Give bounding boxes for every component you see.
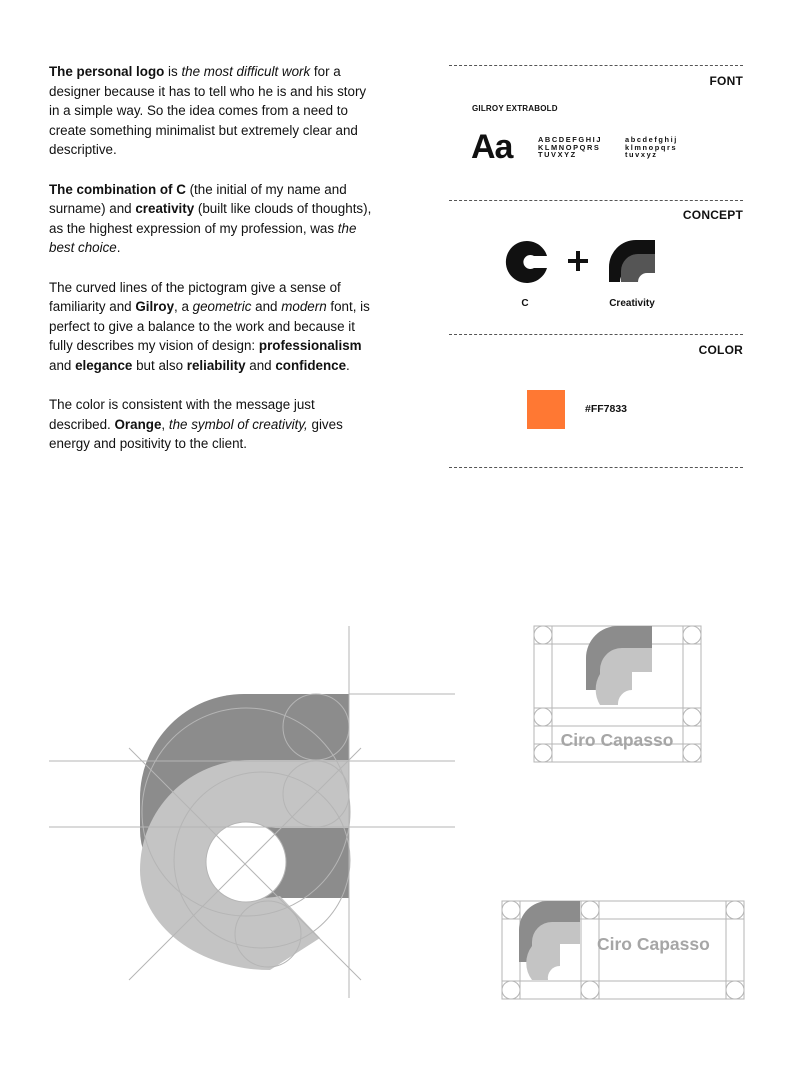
font-specimen: Aa bbox=[471, 128, 513, 166]
text-run: confidence bbox=[275, 357, 347, 373]
text-run: The curved lines of the pictogram give a sense of familiarity and bbox=[49, 279, 341, 315]
text-run: geometric bbox=[192, 299, 252, 315]
text-run: font, is perfect to give a balance to the work and because it fully describes my vision of design: bbox=[49, 299, 370, 354]
section-title-concept: CONCEPT bbox=[682, 208, 743, 222]
text-run: . bbox=[116, 240, 121, 256]
text-run: (built like clouds of thoughts), as the highest expression of my profession, was bbox=[49, 201, 372, 236]
section-title-font: FONT bbox=[709, 74, 743, 88]
horizontal-lockup-pictogram bbox=[519, 901, 580, 980]
text-run: . bbox=[346, 357, 350, 373]
text-run: and bbox=[245, 357, 276, 373]
text-run: and bbox=[49, 357, 76, 373]
text-run: The color is consistent with the message just described. bbox=[49, 397, 315, 432]
lowercase-line: klmnopqrs bbox=[625, 142, 678, 152]
lowercase-line: tuvxyz bbox=[625, 150, 658, 160]
text-run: Gilroy bbox=[135, 299, 175, 315]
section-title-color: COLOR bbox=[698, 343, 743, 357]
concept-label-c: C bbox=[521, 298, 529, 309]
text-run: The personal logo bbox=[49, 64, 165, 79]
text-run: modern bbox=[281, 299, 327, 315]
text-run: (the initial of my name and surname) and bbox=[49, 181, 347, 217]
horizontal-lockup-wordmark: Ciro Capasso bbox=[597, 934, 710, 954]
text-run: , bbox=[161, 416, 169, 432]
color-hex-label: #FF7833 bbox=[585, 403, 628, 415]
text-run: Orange bbox=[114, 416, 162, 432]
uppercase-line: TUVXYZ bbox=[538, 150, 577, 160]
text-run: elegance bbox=[75, 357, 133, 373]
text-run: The combination of C bbox=[49, 181, 186, 197]
text-run: reliability bbox=[186, 357, 246, 373]
lowercase-line: abcdefghij bbox=[625, 135, 678, 144]
font-name: GILROY EXTRABOLD bbox=[472, 104, 558, 113]
text-run: creativity bbox=[135, 201, 195, 217]
vertical-lockup-wordmark: Ciro Capasso bbox=[560, 730, 674, 750]
text-run: and bbox=[251, 299, 282, 315]
text-run: the symbol of creativity, bbox=[168, 416, 308, 432]
text-run: for a designer because it has to tell who he is and his story in a simple way. So the idea comes from a need to create something minimalist but extremely clear and descriptive. bbox=[49, 64, 367, 158]
uppercase-line: ABCDEFGHIJ bbox=[538, 135, 603, 144]
text-run: but also bbox=[132, 357, 187, 373]
concept-label-creativity: Creativity bbox=[609, 298, 655, 309]
text-run: professionalism bbox=[258, 338, 362, 354]
text-run: the most difficult work bbox=[181, 64, 311, 79]
text-run: , a bbox=[174, 299, 193, 315]
text-run: is bbox=[164, 64, 182, 79]
text-run: the best choice bbox=[49, 220, 357, 256]
uppercase-line: KLMNOPQRS bbox=[538, 142, 601, 152]
text-run: gives energy and positivity to the client. bbox=[49, 416, 343, 452]
